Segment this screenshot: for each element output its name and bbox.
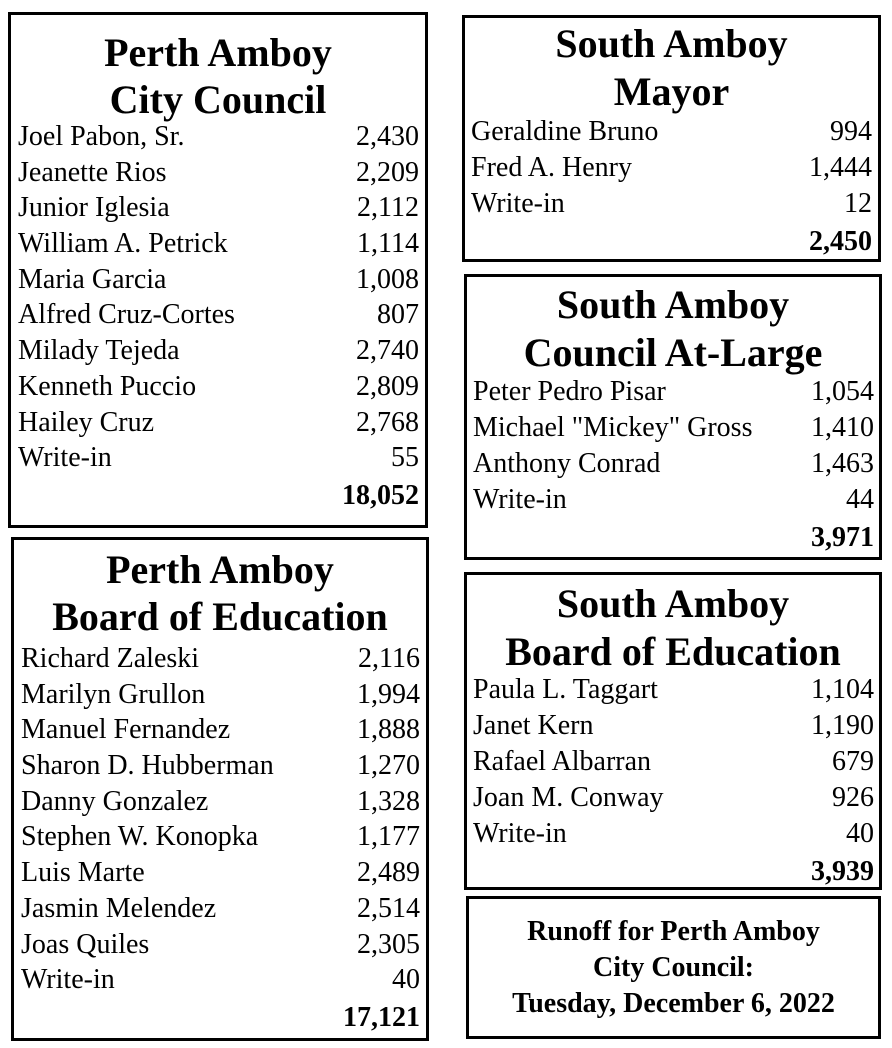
panel-title bbox=[465, 18, 878, 116]
candidate-votes: 679 bbox=[832, 746, 874, 777]
candidate-name: Marilyn Grullon bbox=[21, 678, 206, 710]
candidate-row bbox=[18, 407, 419, 443]
panel-title bbox=[467, 277, 879, 377]
candidate-votes: 1,463 bbox=[811, 448, 874, 479]
panel-title-line1: South Amboy bbox=[556, 282, 790, 327]
candidate-votes: 2,209 bbox=[356, 156, 419, 188]
candidate-row bbox=[21, 929, 420, 965]
candidate-list bbox=[471, 116, 872, 260]
candidate-name: Maria Garcia bbox=[18, 263, 167, 295]
candidate-votes: 1,008 bbox=[356, 263, 419, 295]
candidate-name: Manuel Fernandez bbox=[21, 714, 231, 746]
candidate-name: Danny Gonzalez bbox=[21, 785, 209, 817]
panel-title bbox=[14, 540, 426, 640]
candidate-list bbox=[18, 121, 419, 514]
candidate-row bbox=[18, 192, 419, 228]
candidate-row bbox=[18, 371, 419, 407]
candidate-row bbox=[21, 643, 420, 679]
total-votes: 3,971 bbox=[811, 522, 874, 553]
candidate-votes: 2,809 bbox=[356, 370, 419, 402]
candidate-row bbox=[21, 893, 420, 929]
panel-title-line2: Board of Education bbox=[505, 629, 841, 674]
candidate-row bbox=[473, 782, 874, 818]
candidate-votes: 2,112 bbox=[357, 192, 419, 224]
total-votes: 17,121 bbox=[343, 1001, 420, 1033]
south-amboy-board-of-education-panel bbox=[464, 572, 882, 890]
candidate-name: Joas Quiles bbox=[21, 928, 150, 960]
panel-title bbox=[467, 575, 879, 676]
candidate-name: Write-in bbox=[471, 188, 565, 219]
candidate-votes: 1,328 bbox=[357, 785, 420, 817]
candidate-name: Kenneth Puccio bbox=[18, 370, 197, 402]
candidate-name: William A. Petrick bbox=[18, 228, 228, 260]
candidate-row bbox=[21, 786, 420, 822]
candidate-row bbox=[18, 264, 419, 300]
candidate-name: Michael "Mickey" Gross bbox=[473, 412, 753, 443]
candidate-row bbox=[21, 750, 420, 786]
candidate-name: Jasmin Melendez bbox=[21, 892, 217, 924]
candidate-row bbox=[21, 857, 420, 893]
candidate-votes: 2,305 bbox=[357, 928, 420, 960]
south-amboy-mayor-panel bbox=[462, 15, 881, 262]
panel-title-line2: Mayor bbox=[613, 69, 730, 114]
runoff-notice bbox=[469, 899, 878, 1022]
runoff-notice-line3: Tuesday, December 6, 2022 bbox=[512, 988, 835, 1019]
candidate-name: Joel Pabon, Sr. bbox=[18, 121, 185, 152]
candidate-row bbox=[473, 674, 874, 710]
candidate-votes: 1,114 bbox=[357, 228, 419, 260]
candidate-name: Paula L. Taggart bbox=[473, 674, 658, 705]
candidate-votes: 1,104 bbox=[811, 674, 874, 705]
candidate-row bbox=[21, 964, 420, 1000]
perth-amboy-board-of-education-panel bbox=[11, 537, 429, 1041]
total-votes: 2,450 bbox=[809, 226, 872, 257]
candidate-votes: 1,888 bbox=[357, 714, 420, 746]
candidate-votes: 807 bbox=[377, 299, 419, 331]
candidate-name: Write-in bbox=[18, 442, 112, 474]
candidate-row bbox=[18, 442, 419, 478]
runoff-notice-line1: Runoff for Perth Amboy bbox=[527, 916, 820, 947]
total-votes: 18,052 bbox=[342, 479, 419, 511]
candidate-name: Rafael Albarran bbox=[473, 746, 652, 777]
runoff-notice-panel bbox=[466, 896, 881, 1039]
candidate-row bbox=[473, 818, 874, 854]
candidate-list bbox=[473, 376, 874, 556]
candidate-row bbox=[473, 448, 874, 484]
candidate-row bbox=[473, 746, 874, 782]
candidate-votes: 1,994 bbox=[357, 678, 420, 710]
candidate-row bbox=[473, 484, 874, 520]
candidate-row bbox=[473, 376, 874, 412]
candidate-name: Write-in bbox=[473, 818, 567, 849]
candidate-votes: 1,410 bbox=[811, 412, 874, 443]
candidate-row bbox=[21, 679, 420, 715]
candidate-name: Geraldine Bruno bbox=[471, 116, 659, 147]
candidate-name: Hailey Cruz bbox=[18, 406, 155, 438]
candidate-votes: 2,430 bbox=[356, 121, 419, 152]
panel-title-line1: South Amboy bbox=[555, 21, 788, 66]
candidate-row bbox=[471, 152, 872, 188]
candidate-votes: 926 bbox=[832, 782, 874, 813]
panel-title-line2: Board of Education bbox=[52, 594, 388, 639]
candidate-name: Peter Pedro Pisar bbox=[473, 376, 666, 407]
candidate-name: Fred A. Henry bbox=[471, 152, 632, 183]
candidate-votes: 44 bbox=[846, 484, 874, 515]
panel-title-line1: Perth Amboy bbox=[106, 547, 334, 592]
candidate-row bbox=[21, 821, 420, 857]
candidate-votes: 1,444 bbox=[809, 152, 872, 183]
candidate-votes: 2,489 bbox=[357, 857, 420, 889]
candidate-name: Richard Zaleski bbox=[21, 643, 200, 674]
candidate-votes: 994 bbox=[830, 116, 872, 147]
candidate-name: Alfred Cruz-Cortes bbox=[18, 299, 235, 331]
candidate-name: Janet Kern bbox=[473, 710, 594, 741]
candidate-votes: 2,514 bbox=[357, 892, 420, 924]
panel-title-line2: City Council bbox=[109, 77, 327, 122]
south-amboy-council-at-large-panel bbox=[464, 274, 882, 560]
candidate-row bbox=[18, 299, 419, 335]
candidate-row bbox=[471, 188, 872, 224]
candidate-list bbox=[21, 643, 420, 1036]
candidate-votes: 40 bbox=[392, 964, 420, 996]
candidate-row bbox=[18, 228, 419, 264]
candidate-row bbox=[18, 121, 419, 157]
candidate-row bbox=[21, 714, 420, 750]
candidate-votes: 1,270 bbox=[357, 750, 420, 782]
total-votes: 3,939 bbox=[811, 856, 874, 887]
candidate-row bbox=[473, 710, 874, 746]
panel-title-line1: South Amboy bbox=[556, 581, 790, 626]
candidate-votes: 2,768 bbox=[356, 406, 419, 438]
candidate-row bbox=[473, 412, 874, 448]
candidate-votes: 2,740 bbox=[356, 335, 419, 367]
panel-title bbox=[11, 15, 425, 123]
runoff-notice-line2: City Council: bbox=[593, 952, 754, 983]
candidate-votes: 1,190 bbox=[811, 710, 874, 741]
candidate-votes: 40 bbox=[846, 818, 874, 849]
candidate-name: Write-in bbox=[21, 964, 115, 996]
candidate-name: Write-in bbox=[473, 484, 567, 515]
panel-title-line1: Perth Amboy bbox=[104, 30, 332, 75]
candidate-name: Joan M. Conway bbox=[473, 782, 664, 813]
candidate-name: Luis Marte bbox=[21, 857, 145, 889]
perth-amboy-city-council-panel bbox=[8, 12, 428, 528]
candidate-name: Jeanette Rios bbox=[18, 156, 167, 188]
candidate-votes: 12 bbox=[844, 188, 872, 219]
candidate-name: Junior Iglesia bbox=[18, 192, 170, 224]
candidate-votes: 1,177 bbox=[357, 821, 420, 853]
candidate-name: Sharon D. Hubberman bbox=[21, 750, 274, 782]
candidate-name: Stephen W. Konopka bbox=[21, 821, 259, 853]
panel-title-line2: Council At-Large bbox=[523, 330, 823, 375]
candidate-votes: 1,054 bbox=[811, 376, 874, 407]
candidate-votes: 55 bbox=[391, 442, 419, 474]
candidate-list bbox=[473, 674, 874, 890]
candidate-name: Milady Tejeda bbox=[18, 335, 180, 367]
candidate-row bbox=[471, 116, 872, 152]
candidate-name: Anthony Conrad bbox=[473, 448, 661, 479]
candidate-row bbox=[18, 157, 419, 193]
candidate-row bbox=[18, 335, 419, 371]
candidate-votes: 2,116 bbox=[358, 643, 420, 674]
